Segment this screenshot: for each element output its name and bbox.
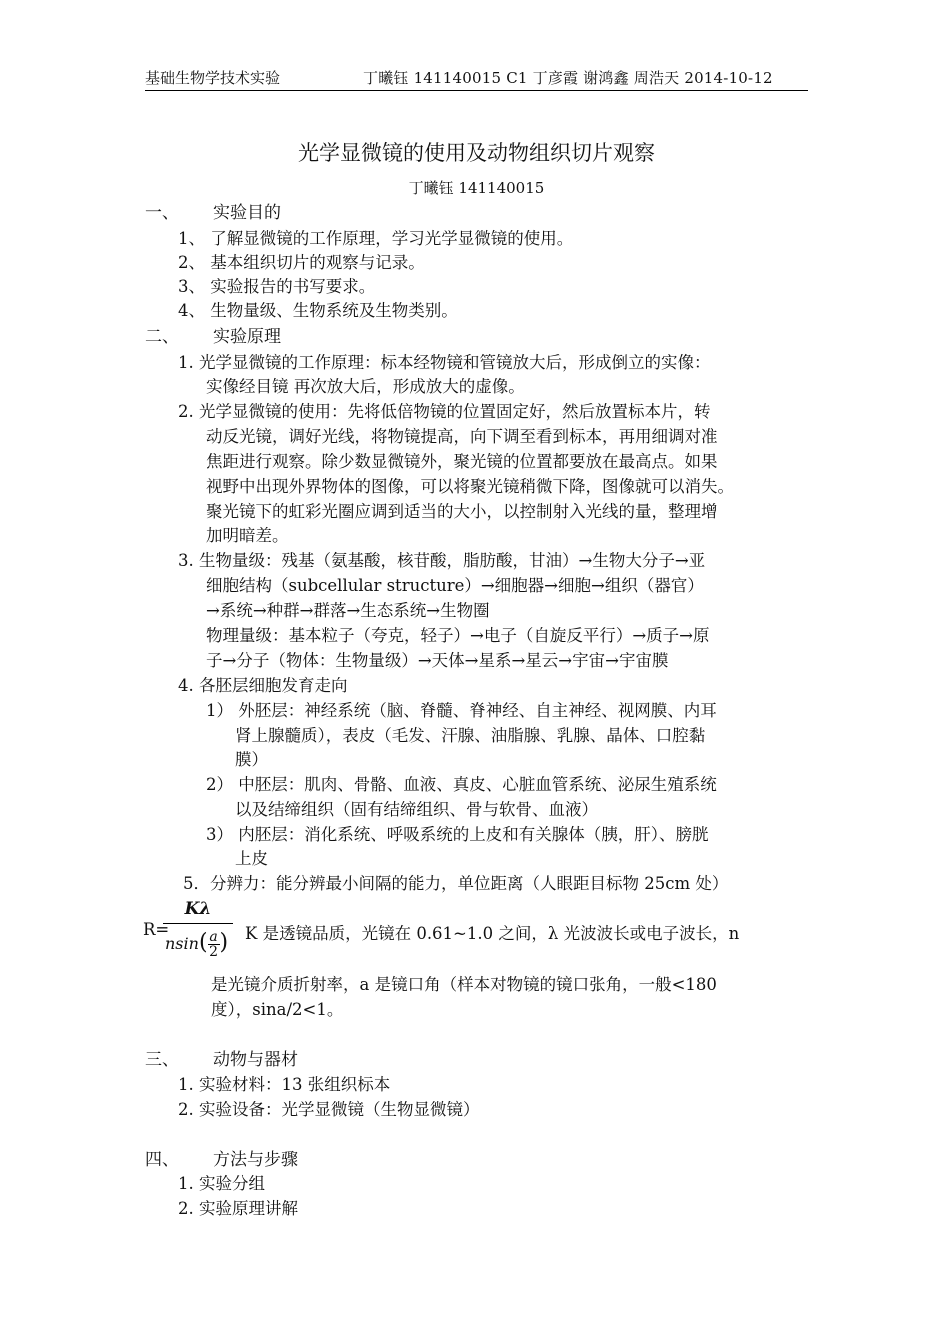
paragraph-line: 细胞结构（subcellular structure）→细胞器→细胞→组织（器官） xyxy=(206,576,704,595)
paragraph-line: 焦距进行观察。除少数显微镜外，聚光镜的位置都要放在最高点。如果 xyxy=(206,452,718,471)
resolution-formula xyxy=(143,898,843,962)
list-item: 1. 实验材料：13 张组织标本 xyxy=(178,1075,391,1094)
paragraph-line: 是光镜介质折射率，a 是镜口角（样本对物镜的镜口张角，一般<180 xyxy=(211,975,717,994)
section-title: 实验原理 xyxy=(213,327,281,347)
list-item: 1、 了解显微镜的工作原理，学习光学显微镜的使用。 xyxy=(178,229,574,248)
paragraph-line: →系统→种群→群落→生态系统→生物圈 xyxy=(206,601,490,620)
paragraph-line: 聚光镜下的虹彩光圈应调到适当的大小，以控制射入光线的量，整理增 xyxy=(206,502,718,521)
inner-fraction xyxy=(208,930,220,959)
list-item: 3、 实验报告的书写要求。 xyxy=(178,277,376,296)
inner-denominator: 2 xyxy=(209,944,218,960)
running-header xyxy=(145,68,808,91)
fraction-bar xyxy=(163,923,233,924)
paragraph-line: 视野中出现外界物体的图像，可以将聚光镜稍微下降，图像就可以消失。 xyxy=(206,477,734,496)
sub-item-line: 以及结缔组织（固有结缔组织、骨与软骨、血液） xyxy=(235,800,598,819)
formula-description: K 是透镜品质，光镜在 0.61~1.0 之间，λ 光波波长或电子波长，n xyxy=(245,924,740,943)
paragraph-line: 子→分子（物体：生物量级）→天体→星系→星云→宇宙→宇宙膜 xyxy=(206,651,669,670)
paragraph-line: 加明暗差。 xyxy=(206,526,289,545)
sub-item-line: 1） 外胚层：神经系统（脑、脊髓、脊神经、自主神经、视网膜、内耳 xyxy=(206,701,717,720)
paragraph-line: 4. 各胚层细胞发育走向 xyxy=(178,676,348,695)
sub-item-line: 2） 中胚层：肌肉、骨骼、血液、真皮、心脏血管系统、泌尿生殖系统 xyxy=(206,775,717,794)
section-number: 二、 xyxy=(145,327,179,347)
document-title: 光学显微镜的使用及动物组织切片观察 xyxy=(298,141,655,165)
sub-item-line: 3） 内胚层：消化系统、呼吸系统的上皮和有关腺体（胰，肝）、膀胱 xyxy=(206,825,709,844)
formula-fraction xyxy=(163,898,233,962)
formula-lhs: R= xyxy=(143,920,170,939)
section-number: 三、 xyxy=(145,1050,179,1070)
paragraph-line: 动反光镜，调好光线，将物镜提高，向下调至看到标本，再用细调对准 xyxy=(206,427,718,446)
sub-item-line: 膜） xyxy=(235,750,268,769)
list-item: 1. 实验分组 xyxy=(178,1174,265,1193)
denominator-prefix: nsin xyxy=(165,934,199,953)
paragraph-line: 物理量级：基本粒子（夸克，轻子）→电子（自旋反平行）→质子→原 xyxy=(206,626,710,645)
list-item: 2. 实验原理讲解 xyxy=(178,1199,298,1218)
formula-numerator: Kλ xyxy=(184,899,212,919)
paragraph-line: 5．分辨力：能分辨最小间隔的能力，单位距离（人眼距目标物 25cm 处） xyxy=(183,874,729,893)
section-title: 方法与步骤 xyxy=(213,1150,298,1170)
inner-numerator: a xyxy=(209,929,218,945)
list-item: 2. 实验设备：光学显微镜（生物显微镜） xyxy=(178,1100,480,1119)
sub-item-line: 上皮 xyxy=(235,849,268,868)
formula-denominator xyxy=(165,930,228,959)
paragraph-line: 实像经目镜 再次放大后，形成放大的虚像。 xyxy=(206,377,525,396)
left-paren: ( xyxy=(198,930,208,955)
right-paren: ) xyxy=(219,930,229,955)
list-item: 2、 基本组织切片的观察与记录。 xyxy=(178,253,425,272)
header-meta: 丁曦钰 141140015 C1 丁彦霞 谢鸿鑫 周浩天 2014-10-12 xyxy=(363,69,773,87)
paragraph-line: 3. 生物量级：残基（氨基酸，核苷酸，脂肪酸，甘油）→生物大分子→亚 xyxy=(178,551,706,570)
paragraph-line: 2. 光学显微镜的使用：先将低倍物镜的位置固定好，然后放置标本片，转 xyxy=(178,402,711,421)
section-number: 四、 xyxy=(145,1150,179,1170)
document-author: 丁曦钰 141140015 xyxy=(408,179,545,197)
sub-item-line: 肾上腺髓质），表皮（毛发、汗腺、油脂腺、乳腺、晶体、口腔黏 xyxy=(235,726,706,745)
paragraph-line: 度），sina/2<1。 xyxy=(211,1000,344,1019)
list-item: 4、 生物量级、生物系统及生物类别。 xyxy=(178,301,458,320)
paragraph-line: 1. 光学显微镜的工作原理：标本经物镜和管镜放大后，形成倒立的实像： xyxy=(178,353,711,372)
section-title: 动物与器材 xyxy=(213,1050,298,1070)
section-number: 一、 xyxy=(145,203,179,223)
section-title: 实验目的 xyxy=(213,203,281,223)
header-course: 基础生物学技术实验 xyxy=(145,69,281,87)
